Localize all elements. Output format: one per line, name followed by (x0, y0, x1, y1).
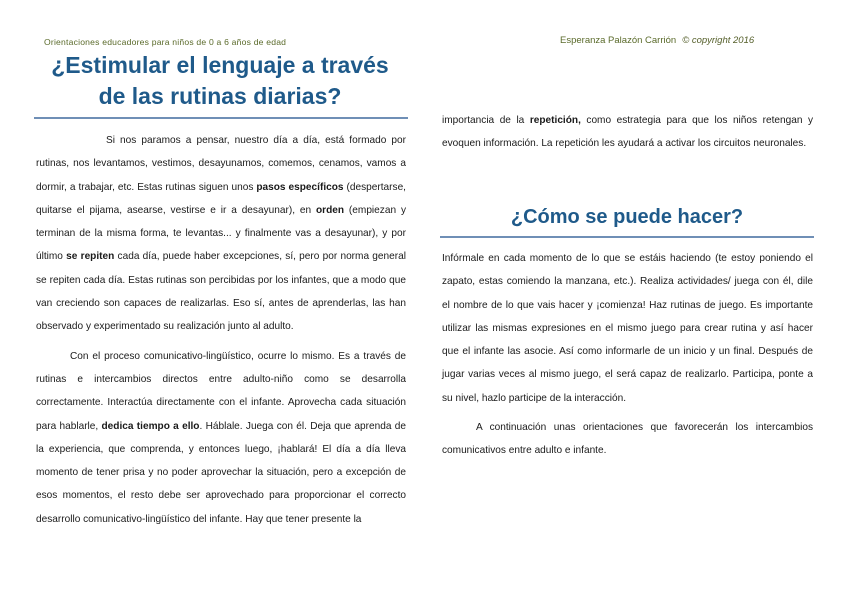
text-segment: (empiezan y terminan de la misma forma, te levantas... y finalmente vas a desayunar), y por último (36, 204, 406, 263)
bold-repeticion: repetición, (529, 115, 581, 126)
text-segment: Con el proceso comunicativo-lingüístico, ocurre lo mismo. Es a través de rutinas e intercambios directos entre adulto-niño como se desarrolla correctamente. Interactúa directamente con el infante. Aprovecha cada situación para hablarle, (36, 350, 406, 432)
title-divider (34, 117, 408, 119)
title-line-2: de las rutinas diarias? (98, 83, 342, 109)
text-segment: (despertarse, quitarse el pijama, asearse, vestirse e ir a desayunar), en (36, 181, 406, 216)
header-subtitle: Orientaciones educadores para niños de 0 a 6 años de edad (44, 37, 287, 47)
bold-pasos: pasos específicos (256, 181, 344, 193)
paragraph-how-to: Infórmale en cada momento de lo que se estáis haciendo (te estoy poniendo el zapato, estas comiendo la manzana, etc.). Realiza actividades/ juega con él, dile el nombre de lo que vais hacer y ¡comienza! Haz rutinas de juego. Es importante utilizar las mismas expresiones en el mismo juego para crear rutina y así hacer que el infante las asocie. Así como informarle de un inicio y un final. Después de jugar varias veces al mismo juego, el será capaz de realizarlo. Participa, ponte a su nivel, hazlo participe de la interacción. (442, 253, 813, 404)
bold-dedica-tiempo: dedica tiempo a ello (101, 420, 200, 432)
paragraph-communication (36, 345, 406, 531)
bold-se-repiten: se repiten (66, 251, 115, 263)
right-column (442, 247, 813, 463)
text-segment: importancia de la (442, 115, 530, 126)
paragraph-routines (36, 129, 406, 339)
paragraph-repetition (442, 109, 813, 156)
section-divider (440, 236, 814, 238)
text-segment: . Háblale. Juega con él. Deja que aprenda de la experiencia, que comprenda, y entonces luego, ¡hablará! El día a día lleva momento de tener prisa y no poder aprovechar la situación, pero a excepción de esos momentos, el resto debe ser aprovechado para proporcionar el correcto desarrollo comunicativo-lingüístico del infante. Hay que tener presente la (36, 420, 406, 525)
author-name: Esperanza Palazón Carrión (560, 35, 677, 46)
paragraph-orientations: A continuación unas orientaciones que favorecerán los intercambios comunicativos entre adulto e infante. (442, 422, 813, 457)
title-line-1: ¿Estimular el lenguaje a través (51, 52, 389, 78)
page-title (34, 50, 406, 112)
text-segment: como estrategia para que los niños retengan y evoquen información. La repetición les ayudará a activar los circuitos neuronales. (442, 115, 814, 150)
text-segment: cada día, puede haber excepciones, sí, pero por norma general se repiten cada día. Estas rutinas son percibidas por los infantes, que a modo que van creciendo son capaces de realizarlas. Eso sí, antes de aprenderlas, las han observado y experimentado su realización junto al adulto. (36, 251, 406, 333)
section-heading: ¿Cómo se puede hacer? (510, 206, 744, 228)
header-author (560, 35, 754, 46)
right-column-continuation (442, 109, 813, 156)
copyright-notice: © copyright 2016 (682, 35, 755, 46)
left-column (36, 129, 406, 531)
bold-orden: orden (316, 204, 345, 216)
text-segment: Si nos paramos a pensar, nuestro día a día, está formado por rutinas, nos levantamos, vestimos, desayunamos, comemos, cenamos, vamos a dormir, a trabajar, etc. Estas rutinas siguen unos (36, 135, 406, 193)
